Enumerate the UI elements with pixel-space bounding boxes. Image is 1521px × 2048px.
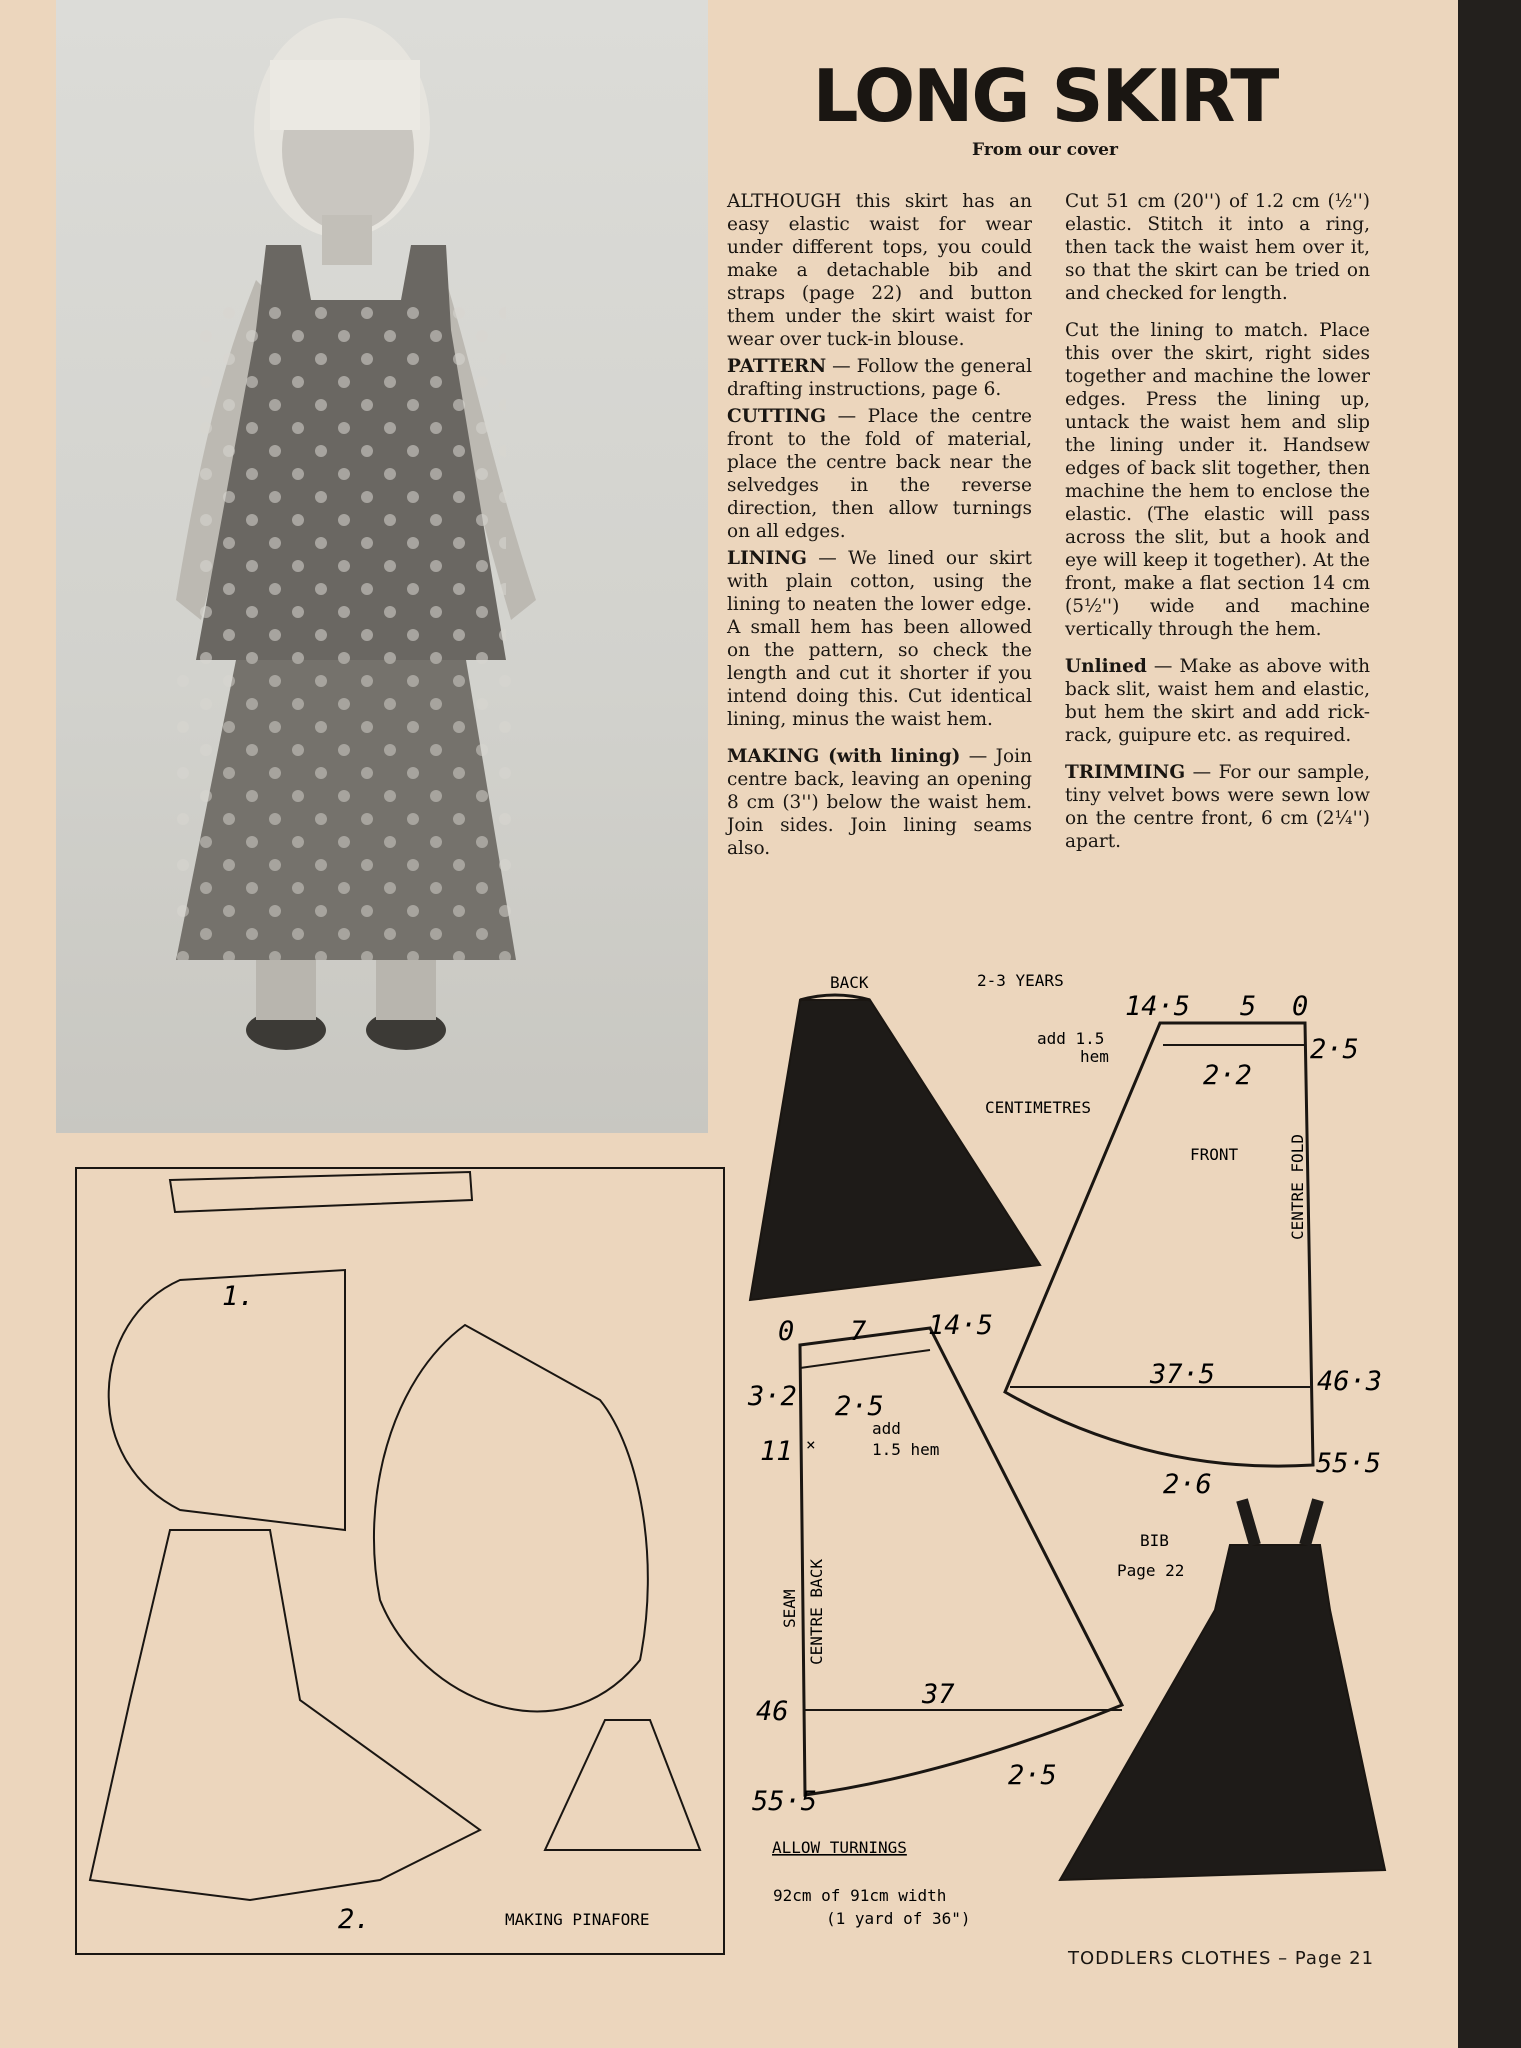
centre-fold-label: CENTRE FOLD bbox=[1288, 1134, 1307, 1240]
intro-paragraph: ALTHOUGH this skirt has an easy elastic waist for wear under different tops, you could make a detachable bib and straps (page 22) and button them under the skirt waist for wear over tuck-in blouse. bbox=[727, 191, 1032, 350]
elastic-paragraph: Cut 51 cm (20'') of 1.2 cm (½'') elastic. Stitch it into a ring, then tack the waist hem over it, so that the skirt can be tried on and checked for length. bbox=[1065, 191, 1370, 304]
unlined-text: — Make as above with back slit, waist hem and elastic, but hem the skirt and add rick-rack, guipure etc. as required. bbox=[1065, 656, 1370, 746]
front-label: FRONT bbox=[1190, 1145, 1239, 1164]
dim-14-5-left: 14·5 bbox=[928, 1310, 994, 1341]
lining-text: — We lined our skirt with plain cotton, using the lining to neaten the lower edge. A small hem has been allowed on the pattern, so check the length and cut it shorter if you intend doing this. Cut identical lining, minus the waist hem. bbox=[727, 548, 1032, 730]
dim-55-5-right: 55·5 bbox=[1316, 1448, 1382, 1479]
back-add-hem-2: 1.5 hem bbox=[872, 1440, 940, 1459]
dim-46-3: 46·3 bbox=[1317, 1366, 1383, 1397]
pattern-heading: PATTERN bbox=[727, 356, 827, 377]
dim-46: 46 bbox=[756, 1696, 789, 1727]
trimming-heading: TRIMMING bbox=[1065, 762, 1186, 783]
page-footer bbox=[1068, 1948, 1374, 1969]
footer-page-number: – Page 21 bbox=[1278, 1948, 1375, 1969]
back-skirt-illustration bbox=[750, 1000, 1040, 1300]
dim-55-5-left: 55·5 bbox=[752, 1786, 818, 1817]
unlined-heading: Unlined bbox=[1065, 656, 1147, 677]
dim-2-5-top: 2·5 bbox=[1310, 1034, 1359, 1065]
dim-14-5-top: 14·5 bbox=[1125, 991, 1191, 1022]
seam-label: SEAM bbox=[780, 1589, 799, 1628]
step-2-label: 2. bbox=[338, 1904, 371, 1935]
pinafore-box bbox=[75, 1167, 725, 1955]
back-label: BACK bbox=[830, 973, 869, 992]
bib-label: BIB bbox=[1140, 1531, 1169, 1550]
dim-2-2: 2·2 bbox=[1203, 1060, 1252, 1091]
step-1-label: 1. bbox=[222, 1281, 255, 1312]
dim-0-left: 0 bbox=[778, 1316, 795, 1347]
dim-2-5-left: 2·5 bbox=[835, 1391, 884, 1422]
dim-11: 11 bbox=[760, 1436, 793, 1467]
dim-37: 37 bbox=[922, 1679, 955, 1710]
making-text: — Join centre back, leaving an opening 8 cm (3'') below the waist hem. Join sides. Join lining seams also. bbox=[727, 746, 1032, 859]
x-mark: × bbox=[806, 1435, 816, 1454]
front-pattern-piece bbox=[1005, 1023, 1313, 1466]
lining-heading: LINING bbox=[727, 548, 807, 569]
centimetres-label: CENTIMETRES bbox=[985, 1098, 1091, 1117]
footer-title: TODDLERS CLOTHES bbox=[1068, 1948, 1272, 1969]
front-add-hem-2: hem bbox=[1080, 1047, 1109, 1066]
years-label: 2-3 YEARS bbox=[977, 971, 1064, 990]
dim-2-6: 2·6 bbox=[1163, 1469, 1212, 1500]
page-title: LONG SKIRT bbox=[812, 54, 1278, 138]
bib-dress-illustration bbox=[1060, 1545, 1385, 1880]
trimming-text: — For our sample, tiny velvet bows were sewn low on the centre front, 6 cm (2¼'') apart. bbox=[1065, 762, 1370, 852]
cutting-heading: CUTTING bbox=[727, 406, 827, 427]
dim-7: 7 bbox=[850, 1316, 867, 1347]
bib-page-label: Page 22 bbox=[1117, 1561, 1185, 1580]
making-heading: MAKING (with lining) bbox=[727, 746, 961, 767]
making-pinafore-label: MAKING PINAFORE bbox=[505, 1910, 650, 1929]
fabric-amount-1: 92cm of 91cm width bbox=[773, 1886, 947, 1905]
dim-3-2: 3·2 bbox=[748, 1381, 797, 1412]
pattern-text: — Follow the general drafting instructions, page 6. bbox=[727, 356, 1032, 400]
centre-back-label: CENTRE BACK bbox=[807, 1559, 826, 1665]
back-add-hem-1: add bbox=[872, 1419, 901, 1438]
dim-0-top: 0 bbox=[1292, 991, 1309, 1022]
dim-5: 5 bbox=[1240, 991, 1257, 1022]
lining-match-paragraph: Cut the lining to match. Place this over the skirt, right sides together and machine the lower edges. Press the lining up, untack the waist hem and slip the lining under it. Handsew edges of back slit together, then machine the hem to enclose the elastic. (The elastic will pass across the slit, but a hook and eye will keep it together). At the front, make a flat section 14 cm (5½'') wide and machine vertically through the hem. bbox=[1065, 320, 1370, 640]
page-subtitle: From our cover bbox=[972, 140, 1118, 160]
scan-edge bbox=[1458, 0, 1521, 2048]
dim-2-5-bottom: 2·5 bbox=[1008, 1760, 1057, 1791]
front-add-hem-1: add 1.5 bbox=[1037, 1029, 1105, 1048]
fabric-amount-2: (1 yard of 36") bbox=[826, 1909, 971, 1928]
dim-37-5: 37·5 bbox=[1150, 1359, 1216, 1390]
allow-turnings-label: ALLOW TURNINGS bbox=[772, 1838, 907, 1857]
cutting-text: — Place the centre front to the fold of material, place the centre back near the selvedges in the reverse direction, then allow turnings on all edges. bbox=[727, 406, 1032, 542]
